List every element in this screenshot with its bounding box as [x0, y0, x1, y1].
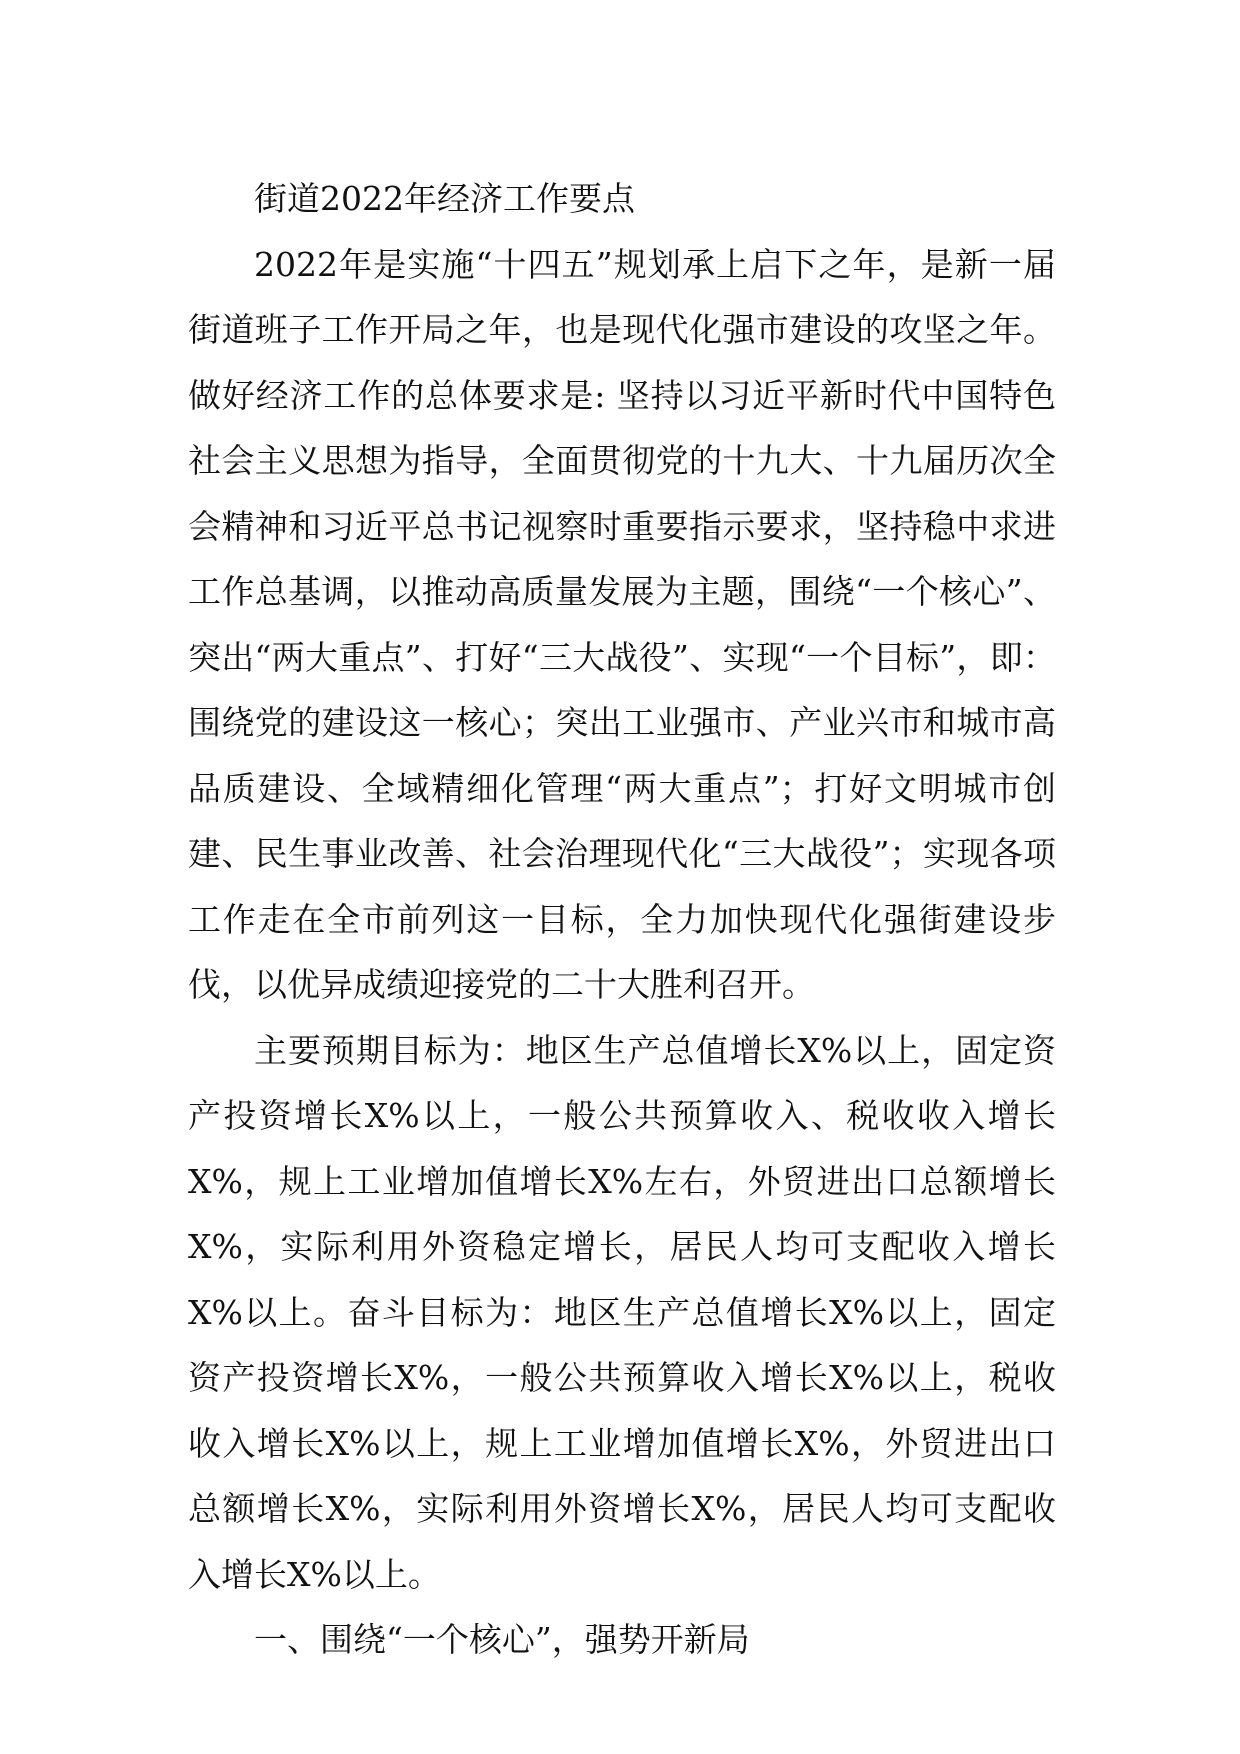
section-heading: 一、围绕“一个核心”，强势开新局 — [254, 1620, 750, 1659]
document-page — [188, 166, 1056, 1673]
paragraph-targets: 主要预期目标为：地区生产总值增长X%以上，固定资产投资增长X%以上，一般公共预算收入、税收收入增长X%，规上工业增加值增长X%左右，外贸进出口总额增长X%，实际利用外资稳定增长，居民人均可支配收入增长X%以上。奋斗目标为：地区生产总值增长X%以上，固定资产投资增长X%，一般公共预算收入增长X%以上，税收收入增长X%以上，规上工业增加值增长X%，外贸进出口总额增长X%，实际利用外资增长X%，居民人均可支配收入增长X%以上。 — [188, 1030, 1056, 1594]
document-title: 街道2022年经济工作要点 — [254, 179, 635, 218]
paragraph-overview: 2022年是实施“十四五”规划承上启下之年，是新一届街道班子工作开局之年，也是现代化强市建设的攻坚之年。做好经济工作的总体要求是: 坚持以习近平新时代中国特色社会主义思想为指导，全面贯彻党的十九大、十九届历次全会精神和习近平总书记视察时重要指示要求，坚持稳中求进工作总基调，以推动高质量发展为主题，围绕“一个核心”、突出“两大重点”、打好“三大战役”、实现“一个目标”，即：围绕党的建设这一核心；突出工业强市、产业兴市和城市高品质建设、全域精细化管理“两大重点”；打好文明城市创建、民生事业改善、社会治理现代化“三大战役”；实现各项工作走在全市前列这一目标，全力加快现代化强街建设步伐，以优异成绩迎接党的二十大胜利召开。 — [188, 244, 1056, 1004]
